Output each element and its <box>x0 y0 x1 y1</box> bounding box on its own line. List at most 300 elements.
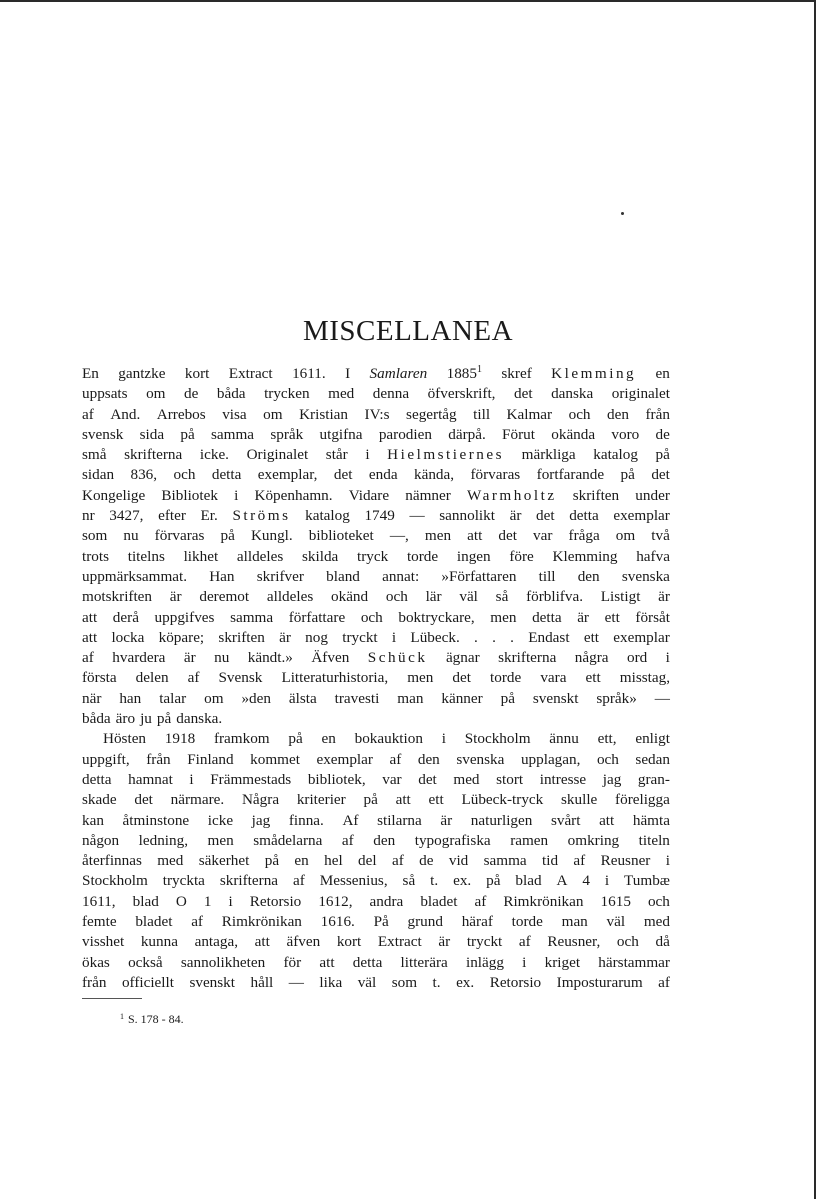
word: var <box>533 527 553 545</box>
word: känner <box>441 689 483 707</box>
footnote-rule <box>82 998 142 999</box>
text-line <box>82 973 670 993</box>
word: älsta <box>288 689 317 707</box>
word: är <box>440 811 453 829</box>
word: i <box>234 486 239 504</box>
word: och <box>360 608 383 626</box>
word: skrifterna <box>219 872 279 890</box>
word: kända, <box>413 466 455 484</box>
spaced-name: Klemming <box>551 365 637 382</box>
word: lär <box>425 588 442 606</box>
word: Kungl. <box>250 527 293 545</box>
word: blad <box>515 872 542 890</box>
text-line <box>82 811 670 831</box>
word: litterära <box>400 953 448 971</box>
word: 1615 <box>600 892 631 910</box>
word: håll <box>250 973 274 991</box>
word: — <box>409 507 425 525</box>
word: bladet <box>420 892 458 910</box>
word: —, <box>389 527 409 545</box>
text-line <box>82 668 670 688</box>
word: torde <box>490 669 522 687</box>
word: biblioteket <box>308 527 374 545</box>
word: Svensk <box>218 669 263 687</box>
word: men <box>490 608 517 626</box>
text-line <box>82 953 670 973</box>
word: förvaras <box>470 466 521 484</box>
word: om <box>263 405 283 423</box>
word: detta <box>352 953 383 971</box>
word: danska <box>551 385 594 403</box>
word: Kristian <box>299 405 349 423</box>
word: hafva <box>636 547 670 565</box>
word: uppgift, <box>82 750 130 768</box>
word: hel <box>324 852 343 870</box>
word: Främmestads <box>210 770 292 788</box>
footnote-reference: 1 <box>476 364 482 375</box>
word: skade <box>82 791 117 809</box>
word: åtminstone <box>122 811 190 829</box>
text-line <box>82 547 670 567</box>
word: är <box>438 933 451 951</box>
word: från <box>82 973 107 991</box>
word: han <box>119 689 142 707</box>
word: svenska <box>456 750 505 768</box>
word: det <box>418 770 437 788</box>
word: lika <box>319 973 343 991</box>
word: torde <box>511 913 543 931</box>
word: när <box>82 689 102 707</box>
word: sannolikheten <box>180 953 266 971</box>
page-title: MISCELLANEA <box>302 315 514 347</box>
word: skref <box>501 365 532 382</box>
word: af <box>573 852 586 870</box>
word: Några <box>241 791 280 809</box>
word: icke <box>207 811 234 829</box>
word: samma <box>230 608 274 626</box>
word: derå <box>112 608 139 626</box>
word: Kongelige <box>82 486 146 504</box>
word: fråga <box>568 527 600 545</box>
word: blad <box>132 892 159 910</box>
word: var <box>382 770 402 788</box>
word: samma <box>211 425 255 443</box>
word: . <box>510 628 514 646</box>
word: i <box>189 770 194 788</box>
word: Finland <box>187 750 234 768</box>
word: t. <box>430 872 439 890</box>
text-line <box>82 506 670 526</box>
word: väl <box>357 973 377 991</box>
text-line <box>82 648 670 668</box>
word: små <box>82 446 107 464</box>
word: den <box>373 831 396 849</box>
word: om <box>204 689 224 707</box>
word: de <box>655 425 670 443</box>
word: detta <box>569 507 599 525</box>
word: förvaras <box>154 527 205 545</box>
word: häraf <box>461 913 493 931</box>
word: travesti <box>334 689 380 707</box>
text-line <box>82 912 670 932</box>
text-line <box>82 465 670 485</box>
word: Vidare <box>348 486 390 504</box>
word: Äfven <box>311 649 350 667</box>
word: det <box>134 791 153 809</box>
word: segertåg <box>406 405 457 423</box>
word: sannolikt <box>439 507 495 525</box>
word: 1749 <box>364 507 395 525</box>
word: till <box>538 567 556 585</box>
word: Han <box>209 567 235 585</box>
word: visa <box>222 405 247 423</box>
word: båda <box>82 710 111 728</box>
word: på <box>363 791 378 809</box>
word: tryck <box>357 547 389 565</box>
word: ett, <box>597 730 617 748</box>
word: författare <box>288 608 346 626</box>
word: Retorsio <box>249 892 302 910</box>
word: men <box>207 831 234 849</box>
word: annat: <box>382 567 420 585</box>
word: Messenius, <box>319 872 388 890</box>
text-line <box>82 689 670 709</box>
word: andra <box>369 892 404 910</box>
word: svenska <box>621 567 670 585</box>
word: visshet <box>82 933 125 951</box>
word: svenskt <box>189 973 235 991</box>
word: gantzke <box>118 365 166 382</box>
word: skilda <box>302 547 339 565</box>
word: en <box>321 730 336 748</box>
word: att <box>254 933 270 951</box>
word: femte <box>82 913 117 931</box>
word: stort <box>496 770 524 788</box>
word: ett <box>583 628 600 646</box>
word: är <box>279 628 291 646</box>
word: som <box>82 527 108 545</box>
word: kort <box>184 365 210 382</box>
word: exemplar <box>316 750 373 768</box>
word: det <box>651 466 670 484</box>
word: det <box>514 385 533 403</box>
word: och <box>173 466 196 484</box>
word: hamnat <box>128 770 173 788</box>
word: exemplar, <box>257 466 318 484</box>
word: är <box>658 588 670 606</box>
word: det <box>452 669 471 687</box>
word: Reusner <box>600 852 651 870</box>
word: att <box>599 811 615 829</box>
word: Bibliotek <box>161 486 218 504</box>
word: språk <box>270 425 304 443</box>
word: och <box>616 933 639 951</box>
word: en <box>655 365 670 382</box>
word: i <box>522 953 527 971</box>
footnote-text: S. 178 - 84. <box>128 1012 184 1026</box>
word: icke. <box>199 446 229 464</box>
word: . <box>474 628 478 646</box>
word: båda <box>216 385 246 403</box>
word: i <box>365 446 370 464</box>
word: skriften <box>572 486 620 504</box>
word: ramen <box>510 831 549 849</box>
word: tid <box>542 852 559 870</box>
word: kriget <box>544 953 581 971</box>
word: af <box>292 872 305 890</box>
word: ex. <box>453 872 472 890</box>
word: 1616. <box>320 913 355 931</box>
word: okända <box>551 425 596 443</box>
text-line <box>82 567 670 587</box>
word: några <box>574 649 609 667</box>
word: härstammar <box>598 953 670 971</box>
word: IV:s <box>364 405 390 423</box>
word: den <box>417 750 440 768</box>
word: af <box>658 973 670 991</box>
word: är <box>509 507 522 525</box>
word: af <box>82 649 94 667</box>
word: detta <box>211 466 242 484</box>
word: före <box>509 547 534 565</box>
word: äfven <box>286 933 321 951</box>
word: i <box>228 892 233 910</box>
word: kändt.» <box>247 649 293 667</box>
word: af <box>474 892 487 910</box>
word: på <box>220 527 235 545</box>
word: kan <box>82 811 104 829</box>
word: nu <box>214 649 230 667</box>
word: att <box>395 791 411 809</box>
word: att <box>82 628 98 646</box>
word: Stockholm <box>464 730 531 748</box>
word: Kalmar <box>506 405 553 423</box>
word: tryckt <box>342 628 378 646</box>
word: också <box>128 953 163 971</box>
word: men <box>407 669 434 687</box>
word: återfinnas <box>82 852 142 870</box>
word: A <box>556 872 568 890</box>
text-line <box>82 384 670 404</box>
word: framkom <box>213 730 270 748</box>
word: ord <box>626 649 648 667</box>
word: Klemming <box>552 547 618 565</box>
word: äro <box>115 710 136 728</box>
word: trycken <box>264 385 310 403</box>
word: då <box>655 933 670 951</box>
word: jag <box>251 811 271 829</box>
spaced-name: Schück <box>367 649 428 667</box>
word: nr <box>82 507 95 525</box>
word: märkliga <box>521 446 576 464</box>
word: kommet <box>250 750 300 768</box>
word: i <box>604 872 610 890</box>
footnote-marker: 1 <box>120 1012 124 1021</box>
word: på <box>180 425 195 443</box>
word: skrifterna <box>124 446 183 464</box>
word: alldeles <box>266 588 314 606</box>
word: trots <box>82 547 110 565</box>
word: O <box>175 892 187 910</box>
word: af <box>82 405 94 423</box>
word: första <box>82 669 117 687</box>
word: 1885$^1$ <box>446 364 482 382</box>
word: utgifna <box>319 425 363 443</box>
word: det <box>536 507 555 525</box>
text-line <box>82 851 670 871</box>
text-line <box>82 871 670 891</box>
word: föreligga <box>615 791 670 809</box>
word: ingen <box>456 547 491 565</box>
text-line <box>82 831 670 851</box>
word: »den <box>241 689 271 707</box>
word: Litteraturhistoria, <box>281 669 389 687</box>
word: misstag, <box>619 669 670 687</box>
word: katalog <box>593 446 638 464</box>
word: tryckt <box>466 933 503 951</box>
word: smådelarna <box>253 831 323 849</box>
word: det <box>498 527 517 545</box>
word: ökas <box>82 953 110 971</box>
word: från <box>645 405 670 423</box>
word: denna <box>372 385 410 403</box>
word: de <box>419 852 434 870</box>
word: bokauktion <box>354 730 423 748</box>
word: ex. <box>456 973 475 991</box>
word: till <box>473 405 491 423</box>
word: Hösten <box>103 730 147 748</box>
word: någon <box>82 831 120 849</box>
word: finna. <box>288 811 324 829</box>
word: 1612, <box>318 892 353 910</box>
word: 3427, <box>109 507 144 525</box>
word: står <box>325 446 348 464</box>
word: Tumbæ <box>624 872 670 890</box>
word: ju <box>140 710 152 728</box>
word: . <box>492 628 496 646</box>
word: t. <box>432 973 441 991</box>
word: inlägg <box>465 953 504 971</box>
word: 1 <box>203 892 212 910</box>
word: stilarna <box>377 811 422 829</box>
word: bibliotek, <box>307 770 366 788</box>
word: väl <box>459 588 478 606</box>
word: men <box>424 527 452 545</box>
word: And. <box>110 405 141 423</box>
word: kunna <box>140 933 178 951</box>
word: Lübeck. <box>410 628 460 646</box>
word: på <box>486 872 501 890</box>
text-line <box>82 526 670 546</box>
word: ägnar <box>445 649 480 667</box>
word: sida <box>139 425 165 443</box>
word: två <box>651 527 670 545</box>
word: att <box>82 608 98 626</box>
text-line <box>82 608 670 628</box>
word: intresse <box>539 770 587 788</box>
spaced-name: Warmholtz <box>466 486 557 504</box>
word: på <box>288 730 303 748</box>
word: om <box>615 527 636 545</box>
text-line <box>82 770 670 790</box>
word: 1918 <box>164 730 196 748</box>
word: voro <box>611 425 640 443</box>
word: förblifva. <box>526 588 583 606</box>
word: deremot <box>199 588 250 606</box>
word: exemplar <box>613 507 670 525</box>
word: och <box>568 405 591 423</box>
word: i <box>665 649 670 667</box>
word: bladet <box>135 913 173 931</box>
word: skulle <box>561 791 598 809</box>
word: kriterier <box>296 791 346 809</box>
word: den <box>577 567 600 585</box>
word: 836, <box>130 466 158 484</box>
word: Er. <box>200 507 218 525</box>
word: på <box>156 710 172 728</box>
word: skrifterna <box>498 649 557 667</box>
word: och <box>596 750 619 768</box>
word: man <box>561 913 588 931</box>
word: katalog <box>305 507 350 525</box>
text-line <box>82 587 670 607</box>
word: på <box>500 689 515 707</box>
text-line <box>82 892 670 912</box>
word: jag <box>602 770 622 788</box>
word: ett <box>428 791 444 809</box>
word: skrifver <box>256 567 304 585</box>
word: upplagan, <box>520 750 581 768</box>
word: antaga, <box>194 933 239 951</box>
word: motskriften <box>82 588 153 606</box>
word: parodien <box>378 425 432 443</box>
word: ledning, <box>138 831 189 849</box>
scan-speck <box>621 212 624 215</box>
word: och <box>385 588 408 606</box>
word: Stockholm <box>82 872 148 890</box>
word: af <box>187 669 200 687</box>
word: af <box>518 933 531 951</box>
word: efter <box>158 507 186 525</box>
word: Imposturarum <box>556 973 643 991</box>
word: väl <box>606 913 626 931</box>
word: skriften <box>218 628 265 646</box>
word: Förut <box>502 425 535 443</box>
word: nämner <box>405 486 451 504</box>
word: delen <box>135 669 169 687</box>
word: vara <box>540 669 567 687</box>
word: enda <box>368 466 398 484</box>
word: titeln <box>638 831 670 849</box>
word: 4 <box>582 872 590 890</box>
word: från <box>146 750 171 768</box>
word: ännu <box>549 730 579 748</box>
word: den <box>607 405 629 423</box>
word: Af <box>342 811 359 829</box>
text-line <box>82 750 670 770</box>
word: fortfarande <box>536 466 605 484</box>
word: boktryckare, <box>398 608 475 626</box>
word: språk» <box>596 689 637 707</box>
word: tryckta <box>162 872 205 890</box>
word: Listigt <box>600 588 641 606</box>
word: med <box>328 385 355 403</box>
word: Endast <box>528 628 570 646</box>
word: köpare; <box>158 628 205 646</box>
word: hämta <box>632 811 670 829</box>
word: Extract <box>377 933 422 951</box>
word: — <box>288 973 304 991</box>
